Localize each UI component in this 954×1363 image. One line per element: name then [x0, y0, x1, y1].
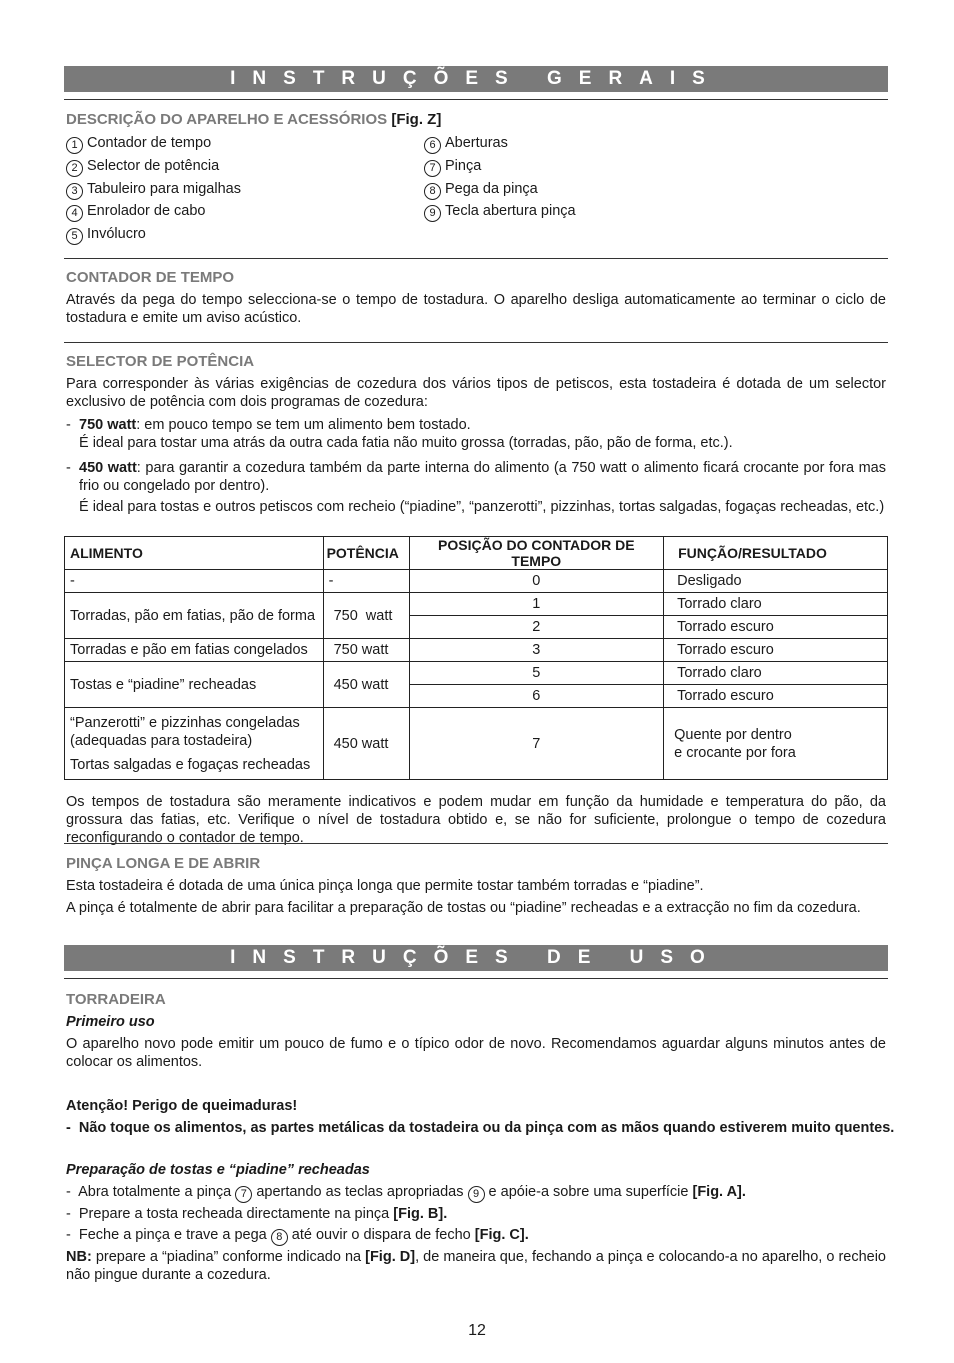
- callout-number: 8: [271, 1229, 288, 1246]
- prep-step-2: - Prepare a tosta recheada directamente na pinça [Fig. B].: [66, 1206, 448, 1222]
- table-header: ALIMENTO: [65, 537, 324, 570]
- power-intro: Para corresponder às várias exigências de cozedura dos vários tipos de petiscos, esta tostadeira é dotada de um selector exclusivo de potência com dois programas de cozedura:: [66, 376, 886, 410]
- table-cell: 2: [409, 616, 664, 639]
- part-label: Enrolador de cabo: [87, 203, 206, 219]
- part-item: [66, 157, 219, 177]
- table-cell: 6: [409, 685, 664, 708]
- timer-text: Através da pega do tempo selecciona-se o tempo de tostadura. O aparelho desliga automaticamente ao terminar o ciclo de tostadura e emite um aviso acústico.: [66, 292, 886, 326]
- part-label: Contador de tempo: [87, 135, 212, 151]
- prep-step-3: - Feche a pinça e trave a pega 8 até ouvir o dispara de fecho [Fig. C].: [66, 1226, 886, 1246]
- part-label: Pega da pinça: [445, 181, 538, 197]
- part-item: [66, 134, 211, 154]
- power-option-desc: : em pouco tempo se tem um alimento bem tostado.: [136, 417, 471, 433]
- table-cell: [664, 708, 888, 780]
- table-row: [65, 639, 888, 662]
- table-cell: 450 watt: [323, 662, 409, 708]
- table-cell: 1: [409, 593, 664, 616]
- table-row: [65, 708, 888, 780]
- description-title: DESCRIÇÃO DO APARELHO E ACESSÓRIOS: [66, 111, 388, 128]
- part-label: Tabuleiro para migalhas: [87, 181, 241, 197]
- power-option-450: - 450 watt: para garantir a cozedura também da parte interna do alimento (a 750 watt o alimento ficará crocante por fora mas frio ou congelado por dentro). É ideal para tostas e outros petiscos com recheio (“piadine”, “panzerotti”, pizzinhas, tortas salgadas, fogaças recheadas, etc.): [66, 460, 886, 515]
- part-label: Pinça: [445, 158, 482, 174]
- tongs-text-2: A pinça é totalmente de abrir para facilitar a preparação de tostas ou “piadine” recheadas e a extracção no fim da cozedura.: [66, 900, 861, 916]
- table-cell: Torrado claro: [664, 593, 888, 616]
- power-heading: SELECTOR DE POTÊNCIA: [66, 353, 255, 370]
- part-item: [66, 202, 206, 222]
- prep-subheading: Preparação de tostas e “piadine” recheadas: [66, 1162, 370, 1178]
- power-option-750: - 750 watt: em pouco tempo se tem um alimento bem tostado. É ideal para tostar uma atrás da outra cada fatia não muito grossa (torradas, pão, pão de forma, etc.).: [66, 416, 886, 452]
- table-cell: Desligado: [664, 570, 888, 593]
- fig-ref: [Fig. C].: [474, 1227, 529, 1243]
- fig-ref: [Fig. D]: [365, 1249, 416, 1265]
- table-cell: -: [65, 570, 324, 593]
- table-cell: 3: [409, 639, 664, 662]
- table-cell: -: [323, 570, 409, 593]
- divider: [64, 99, 888, 100]
- callout-number: 9: [424, 205, 441, 222]
- table-cell: 750 watt: [323, 593, 409, 639]
- table-cell: 7: [409, 708, 664, 780]
- result-line: Quente por dentro: [674, 726, 792, 743]
- callout-number: 8: [424, 183, 441, 200]
- first-use-text: O aparelho novo pode emitir um pouco de fumo e o típico odor de novo. Recomendamos aguardar alguns minutos antes de colocar os alimentos.: [66, 1036, 886, 1070]
- part-label: Selector de potência: [87, 158, 220, 174]
- description-fig-ref: [Fig. Z]: [391, 111, 442, 128]
- table-cell: Torradas e pão em fatias congelados: [65, 639, 324, 662]
- callout-number: 3: [66, 183, 83, 200]
- table-cell: Torrado escuro: [664, 685, 888, 708]
- table-cell: [65, 708, 324, 780]
- nb-note: NB: prepare a “piadina” conforme indicado na [Fig. D], de maneira que, fechando a pinça e colocando-a no aparelho, o recheio não pingue durante a cozedura.: [66, 1249, 886, 1283]
- divider: [64, 342, 888, 343]
- toaster-heading: TORRADEIRA: [66, 991, 166, 1008]
- description-heading: [66, 111, 441, 128]
- first-use-subheading: Primeiro uso: [66, 1014, 155, 1030]
- callout-number: 1: [66, 137, 83, 154]
- warning-title: Atenção! Perigo de queimaduras!: [66, 1098, 298, 1114]
- table-cell: 750 watt: [323, 639, 409, 662]
- section-banner-use: INSTRUÇÕES DE USO: [64, 945, 888, 971]
- table-header: POSIÇÃO DO CONTADOR DE TEMPO: [409, 537, 664, 570]
- times-note: Os tempos de tostadura são meramente indicativos e podem mudar em função da humidade e temperatura do pão, da grossura das fatias, etc. Verifique o nível de tostadura obtido e, se não for suficiente, prolongue o tempo de cozedura reconfigurando o contador de tempo.: [66, 794, 886, 846]
- part-label: Invólucro: [87, 226, 146, 242]
- power-option-note: É ideal para tostar uma atrás da outra cada fatia não muito grossa (torradas, pão, pão de forma, etc.).: [79, 435, 733, 451]
- table-row: [65, 593, 888, 616]
- section-banner-general: INSTRUÇÕES GERAIS: [64, 66, 888, 92]
- table-cell: Torrado escuro: [664, 616, 888, 639]
- table-row: [65, 570, 888, 593]
- divider: [64, 978, 888, 979]
- callout-number: 2: [66, 160, 83, 177]
- part-label: Aberturas: [445, 135, 508, 151]
- tongs-heading: PINÇA LONGA E DE ABRIR: [66, 855, 261, 872]
- part-item: [424, 134, 508, 154]
- power-option-note: É ideal para tostas e outros petiscos com recheio (“piadine”, “panzerotti”, pizzinhas, tortas salgadas, fogaças recheadas, etc.): [79, 499, 885, 515]
- power-option-desc: : para garantir a cozedura também da parte interna do alimento (a 750 watt o alimento ficará crocante por fora mas frio ou congelado por dentro).: [79, 460, 886, 494]
- tongs-text-1: Esta tostadeira é dotada de uma única pinça longa que permite tostar também torradas e “piadine”.: [66, 878, 704, 894]
- part-label: Tecla abertura pinça: [445, 203, 576, 219]
- callout-number: 4: [66, 205, 83, 222]
- nb-label: NB:: [66, 1249, 92, 1265]
- toasting-table: [64, 536, 888, 780]
- food-frozen: “Panzerotti” e pizzinhas congeladas (adequadas para tostadeira): [70, 714, 300, 749]
- result-line: e crocante por fora: [674, 744, 796, 761]
- power-option-value: 750 watt: [79, 417, 137, 433]
- table-cell: Torrado claro: [664, 662, 888, 685]
- page-number: 12: [468, 1322, 486, 1339]
- callout-number: 9: [468, 1186, 485, 1203]
- table-cell: 450 watt: [323, 708, 409, 780]
- timer-heading: CONTADOR DE TEMPO: [66, 269, 235, 286]
- table-cell: Torradas, pão em fatias, pão de forma: [65, 593, 324, 639]
- table-header: FUNÇÃO/RESULTADO: [664, 537, 888, 570]
- food-pies: Tortas salgadas e fogaças recheadas: [70, 756, 311, 773]
- part-item: [66, 225, 146, 245]
- fig-ref: [Fig. A].: [692, 1184, 746, 1200]
- callout-number: 7: [424, 160, 441, 177]
- part-item: [424, 202, 576, 222]
- part-item: [424, 157, 481, 177]
- part-item: [66, 180, 241, 200]
- prep-step-1: - Abra totalmente a pinça 7 apertando as teclas apropriadas 9 e apóie-a sobre uma superfície [Fig. A].: [66, 1183, 886, 1203]
- table-cell: Torrado escuro: [664, 639, 888, 662]
- callout-number: 7: [235, 1186, 252, 1203]
- callout-number: 5: [66, 228, 83, 245]
- divider: [64, 258, 888, 259]
- divider: [64, 843, 888, 844]
- callout-number: 6: [424, 137, 441, 154]
- table-row: [65, 662, 888, 685]
- part-item: [424, 180, 538, 200]
- table-cell: 5: [409, 662, 664, 685]
- table-cell: 0: [409, 570, 664, 593]
- power-option-value: 450 watt: [79, 460, 137, 476]
- table-header: POTÊNCIA: [323, 537, 409, 570]
- warning-text: - Não toque os alimentos, as partes metálicas da tostadeira ou da pinça com as mãos quando estiverem muito quentes.: [66, 1120, 895, 1136]
- fig-ref: [Fig. B].: [393, 1206, 448, 1222]
- table-cell: Tostas e “piadine” recheadas: [65, 662, 324, 708]
